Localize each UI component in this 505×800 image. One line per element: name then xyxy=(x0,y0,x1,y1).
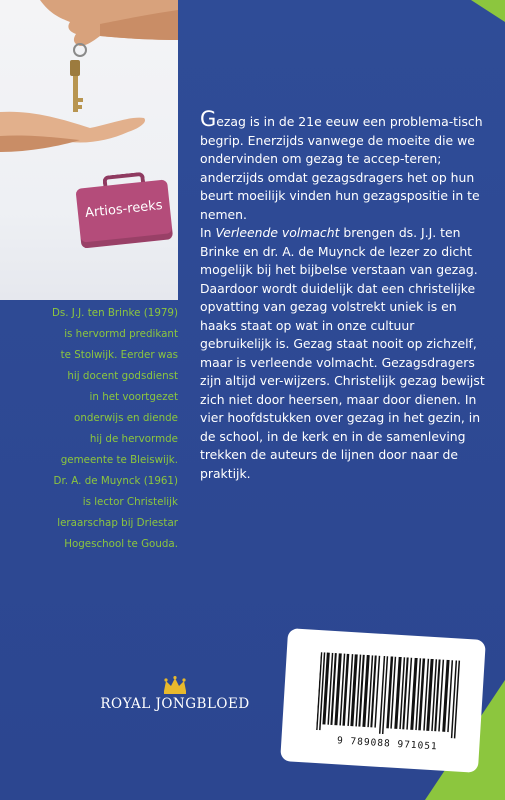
bio-line: te Stolwijk. Eerder was xyxy=(60,349,178,361)
blurb-paragraph-1-text: ezag is in de 21e eeuw een problema-tisch begrip. Enerzijds vanwege de moeite die we ondervinden om gezag te accep-teren; anderzijds omdat gezagsdragers het op hun beurt moeilijk vinden hun gezagspositie in te nemen. xyxy=(200,114,483,222)
bio-line: is hervormd predikant xyxy=(64,328,178,340)
blurb-paragraph-2-lead: In xyxy=(200,225,216,240)
bio-line: hij docent godsdienst xyxy=(67,370,178,382)
blurb-text xyxy=(200,107,485,483)
crown-icon xyxy=(162,676,188,694)
bio-line: onderwijs en diende xyxy=(74,412,178,424)
bio-line: gemeente te Bleiswijk. xyxy=(60,454,178,466)
series-badge xyxy=(74,169,173,252)
bio-line: Dr. A. de Muynck (1961) xyxy=(53,475,178,487)
book-title: Verleende volmacht xyxy=(215,225,340,240)
bio-line: in het voortgezet xyxy=(89,391,178,403)
dropcap: G xyxy=(200,107,217,131)
blurb-paragraph-1 xyxy=(200,107,485,224)
author-bio xyxy=(8,303,178,555)
isbn-number: 9 789088 971051 xyxy=(336,735,438,753)
green-corner-top xyxy=(471,0,505,22)
bio-line: hij de hervormde xyxy=(89,433,178,445)
bio-line: Ds. J.J. ten Brinke (1979) xyxy=(51,307,178,319)
bio-line: Hogeschool te Gouda. xyxy=(64,538,178,550)
blurb-paragraph-2-text: brengen ds. J.J. ten Brinke en dr. A. de Muynck de lezer zo dicht mogelijk bij het bijbelse verstaan van gezag. Daardoor wordt duidelijk dat een christelijke opvatting van gezag volstrekt uniek is en haaks staat op wat in onze cultuur gebruikelijk is. Gezag staat nooit op zichzelf, maar is verleende volmacht. Gezagsdragers zijn altijd ver-wijzers. Christelijk gezag bewijst zich niet door heersen, maar door dienen. In vier hoofdstukken over gezag in het gezin, in de school, in de kerk en in de samenleving trekken de auteurs de lijnen door naar de praktijk. xyxy=(200,225,485,481)
publisher-logo xyxy=(90,676,260,712)
series-label: Artios-reeks xyxy=(84,197,164,222)
barcode-icon xyxy=(316,652,461,738)
bio-line: leraarschap bij Driestar xyxy=(57,517,178,529)
publisher-name: ROYAL JONGBLOED xyxy=(100,696,250,712)
cover-photo-hands-keys xyxy=(0,0,178,300)
blurb-paragraph-2 xyxy=(200,224,485,483)
bio-line: is lector Christelijk xyxy=(82,496,178,508)
hands-keys-illustration xyxy=(0,0,178,300)
barcode-label xyxy=(280,628,486,773)
